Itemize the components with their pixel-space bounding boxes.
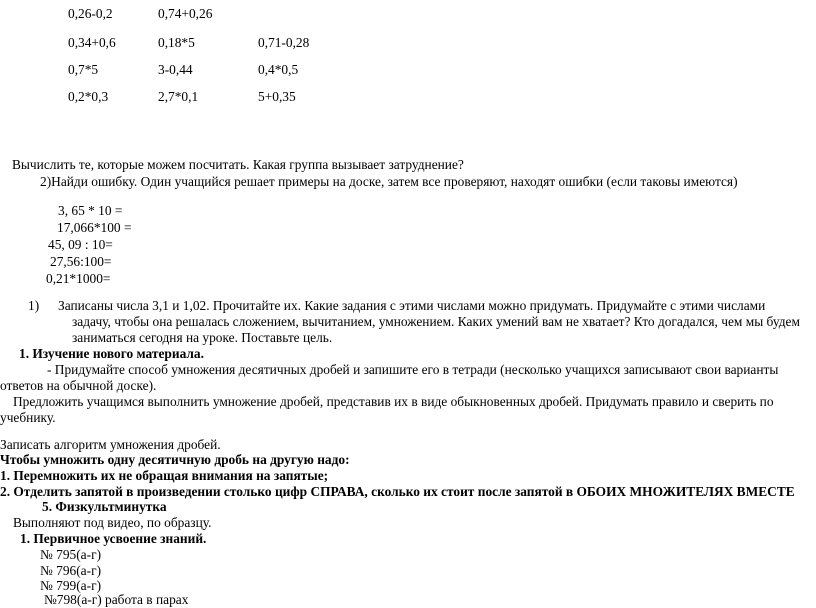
table-cell-r2c1: 0,34+0,6 [68, 35, 116, 50]
section1-para2-line1: Предложить учащимся выполнить умножение дробей, представив их в виде обыкновенных дробей. Придумать правило и сверить по [13, 394, 774, 409]
table-cell-r1c2: 0,74+0,26 [158, 6, 213, 21]
table-cell-r2c3: 0,71-0,28 [258, 35, 310, 50]
example-2: 17,066*100 = [57, 220, 132, 235]
task-item-3: № 799(а-г) [40, 578, 102, 593]
item1-line1: Записаны числа 3,1 и 1,02. Прочитайте их. Какие задания с этими числами можно придумать. Придумайте с этими числами [58, 298, 766, 313]
task2-text: 2)Найди ошибку. Один учащийся решает примеры на доске, затем все проверяют, находят ошибки (если таковы имеются) [40, 174, 738, 189]
table-cell-r4c1: 0,2*0,3 [68, 89, 109, 104]
algorithm-rule-heading: Чтобы умножить одну десятичную дробь на другую надо: [0, 452, 350, 467]
primary-heading: 1. Первичное усвоение знаний. [20, 531, 207, 546]
section1-para1-line2: ответов на обычной доске). [0, 378, 157, 393]
table-cell-r4c2: 2,7*0,1 [158, 89, 199, 104]
task-item-4: №798(а-г) работа в парах [44, 592, 189, 607]
algorithm-step-2: 2. Отделить запятой в произведении столько цифр СПРАВА, сколько их стоит после запятой в ОБОИХ МНОЖИТЕЛЯХ ВМЕСТЕ [0, 484, 795, 499]
item1-line3: заниматься сегодня на уроке. Поставьте цель. [72, 330, 333, 345]
algorithm-step-1: 1. Перемножить их не обращая внимания на запятые; [0, 468, 329, 483]
section5-text: Выполняют под видео, по образцу. [13, 515, 212, 530]
table-cell-r3c2: 3-0,44 [158, 62, 193, 77]
example-1: 3, 65 * 10 = [58, 203, 123, 218]
section1-para2-line2: учебнику. [0, 410, 56, 425]
table-cell-r4c3: 5+0,35 [258, 89, 296, 104]
section1-para1-line1: - Придумайте способ умножения десятичных дробей и запишите его в тетради (несколько учащихся записывают свои варианты [47, 362, 779, 377]
example-4: 27,56:100= [50, 254, 112, 269]
table-cell-r1c1: 0,26-0,2 [68, 6, 113, 21]
task-item-1: № 795(а-г) [40, 547, 102, 562]
task1-text: Вычислить те, которые можем посчитать. Какая группа вызывает затруднение? [12, 157, 464, 172]
example-5: 0,21*1000= [46, 271, 111, 286]
section5-heading: 5. Физкультминутка [42, 499, 167, 514]
item1-line2: задачу, чтобы она решалась сложением, вычитанием, умножением. Каких умений вам не хватает? Кто догадался, чем мы будем [72, 314, 800, 329]
algorithm-intro: Записать алгоритм умножения дробей. [0, 437, 221, 452]
table-cell-r3c1: 0,7*5 [68, 62, 99, 77]
task-item-2: № 796(а-г) [40, 563, 102, 578]
example-3: 45, 09 : 10= [48, 237, 113, 252]
table-cell-r2c2: 0,18*5 [158, 35, 195, 50]
table-cell-r3c3: 0,4*0,5 [258, 62, 299, 77]
item1-number: 1) [28, 298, 40, 313]
section1-heading: 1. Изучение нового материала. [19, 346, 204, 361]
